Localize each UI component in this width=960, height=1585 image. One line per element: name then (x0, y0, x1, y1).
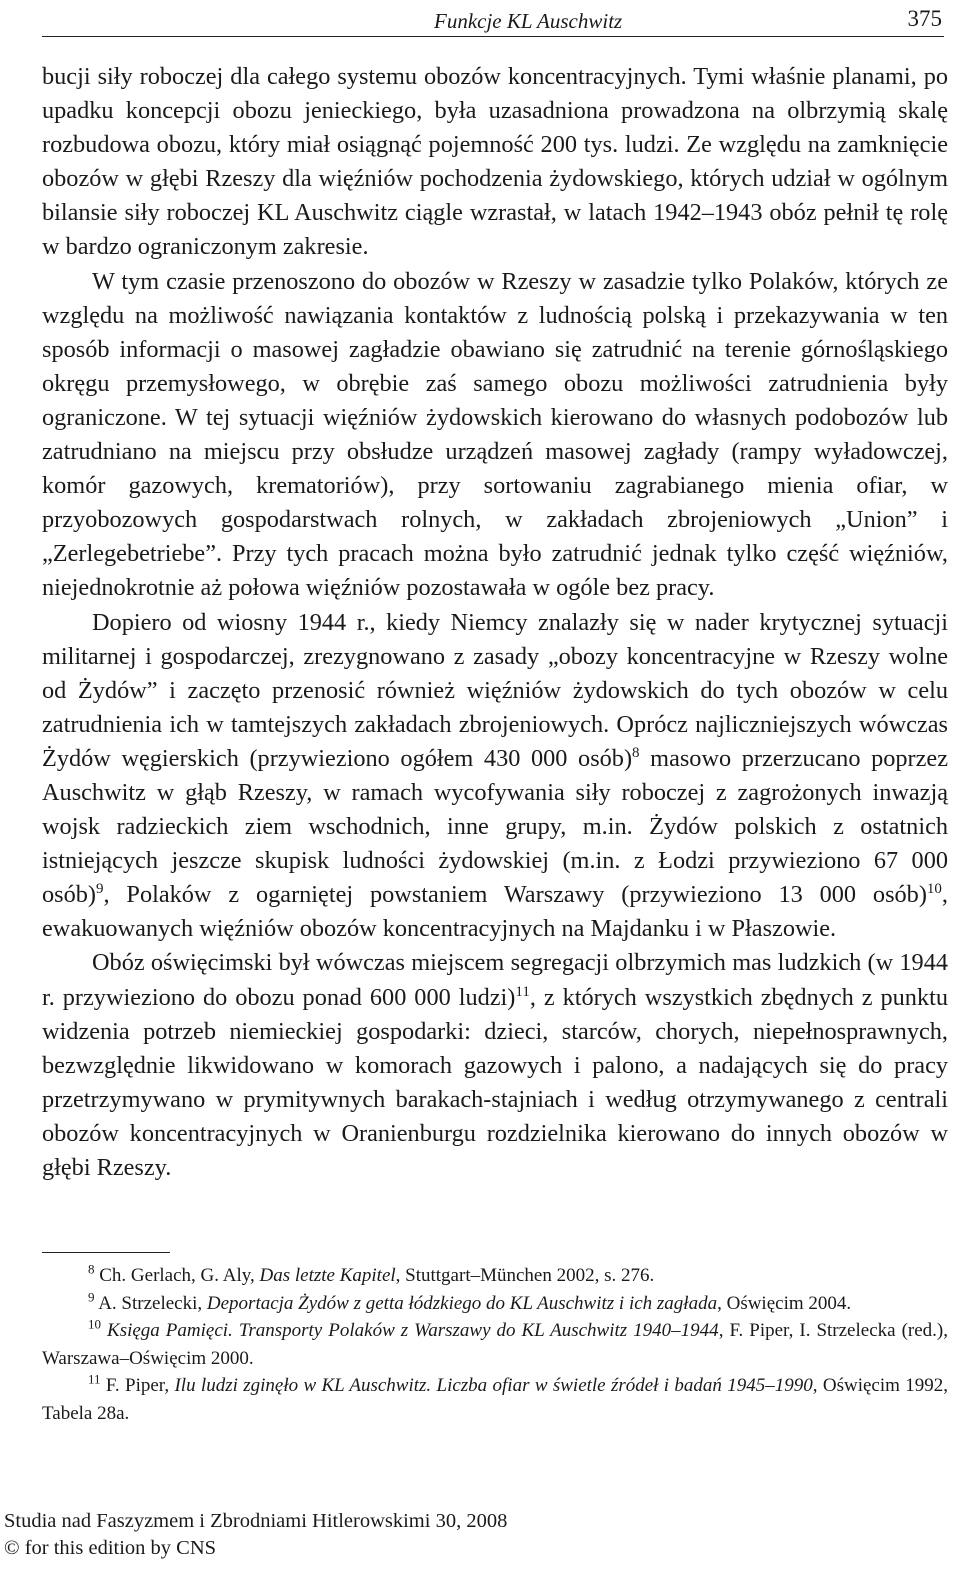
footnote-number: 8 (88, 1261, 95, 1277)
running-title: Funkcje KL Auschwitz (434, 9, 623, 33)
page-header (42, 6, 944, 37)
page-footer (4, 1508, 507, 1562)
paragraph-2: W tym czasie przenoszono do obozów w Rzeszy w zasadzie tylko Polaków, których ze względu na możliwość nawiązania kontaktów z ludnością polską i przekazywania w ten sposób informacji o masowej zagładzie obawiano się zatrudnić na terenie górnośląskiego okręgu przemysłowego, w obrębie zaś samego obozu możliwości zatrudnienia były ograniczone. W tej sytuacji więźniów żydowskich kierowano do własnych podobozów lub zatrudniano na miejscu przy obsłudze urządzeń masowej zagłady (rampy wyładowczej, komór gazowych, krematoriów), przy sortowaniu zagrabianego mienia ofiar, w przyobozowych gospodarstwach rolnych, w zakładach zbrojeniowych „Union” i „Zerlegebetriebe”. Przy tych pracach można było zatrudnić jednak tylko część więźniów, niejednokrotnie aż połowa więźniów pozostawała w ogóle bez pracy. (42, 267, 948, 602)
paragraph-4-text-b: , z których wszystkich zbędnych z punktu widzenia potrzeb niemieckiej gospodarki: dzieci, starców, chorych, niepełnosprawnych, bezwzględnie likwidowano w komorach gazowych i palono, a nadających się do pracy przetrzymywano w prymitywnych barakach-stajniach i według otrzymywanego z centrali obozów koncentracyjnych w Oranienburgu rozdzielnika kierowano do innych obozów w głębi Rzeszy. (42, 983, 948, 1181)
paragraph-4-text-a: Obóz oświęcimski był wówczas miejscem segregacji olbrzymich mas ludzkich (w 1944 r. przywieziono do obozu ponad 600 000 ludzi) (42, 949, 948, 1011)
footnote-ref-10[interactable]: 10 (926, 881, 942, 898)
footnote-ref-9[interactable]: 9 (96, 881, 104, 898)
page-number: 375 (907, 6, 942, 31)
paragraph-3-text-d: , ewakuowanych więźniów obozów koncentracyjnych na Majdanku i w Płaszowie. (42, 881, 948, 943)
paragraph-3-text-c: , Polaków z ogarniętej powstaniem Warszawy (przywieziono 13 000 osób) (103, 881, 927, 909)
paragraph-3-text-a: Dopiero od wiosny 1944 r., kiedy Niemcy znalazły się w nader krytycznej sytuacji militarnej i gospodarczej, zrezygnowano z zasady „obozy koncentracyjne w Rzeszy wolne od Żydów” i zaczęto przenosić również więźniów żydowskich do tych obozów w celu zatrudnienia ich w tamtejszych zakładach zbrojeniowych. Oprócz najliczniejszych wówczas Żydów węgierskich (przywieziono ogółem 430 000 osób) (42, 608, 948, 772)
footnote-text: , F. Piper, I. Strzelecka (red.), Warszawa–Oświęcim 2000. (42, 1320, 948, 1369)
footnote-number: 10 (88, 1316, 101, 1332)
paragraph-3-text-b: masowo przerzucano poprzez Auschwitz w głąb Rzeszy, w ramach wycofywania siły roboczej z zagrożonych inwazją wojsk radzieckich ziem wschodnich, inne grupy, m.in. Żydów polskich z ostatnich istniejących jeszcze skupisk ludności żydowskiej (m.in. z Łodzi przywieziono 67 000 osób) (42, 744, 948, 909)
footnote-text: Ch. Gerlach, G. Aly, (94, 1265, 260, 1286)
paragraph-1: bucji siły roboczej dla całego systemu obozów koncentracyjnych. Tymi właśnie planami, po upadku koncepcji obozu jenieckiego, była uzasadniona prowadzona na olbrzymią skalę rozbudowa obozu, który miał osiągnąć pojemność 200 tys. ludzi. Ze względu na zamknięcie obozów w głębi Rzeszy dla więźniów pochodzenia żydowskiego, których udział w ogólnym bilansie siły roboczej KL Auschwitz ciągle wzrastał, w latach 1942–1943 obóz pełnił tę rolę w bardzo ograniczonym zakresie. (42, 63, 948, 261)
journal-citation: Studia nad Faszyzmem i Zbrodniami Hitlerowskimi 30, 2008 (4, 1510, 508, 1532)
footnote-divider (42, 1252, 170, 1253)
footnote-text: , Oświęcim 2004. (717, 1292, 852, 1314)
footnote-11 (42, 1372, 948, 1427)
paragraph-3 (42, 606, 948, 947)
footnote-8 (42, 1262, 948, 1290)
paragraph-4 (42, 946, 948, 1185)
footnote-ref-8[interactable]: 8 (632, 744, 640, 761)
footnote-text: A. Strzelecki, (94, 1292, 207, 1314)
main-text (42, 60, 948, 1185)
footnote-title: Deportacja Żydów z getta łódzkiego do KL Auschwitz i ich zagłada (206, 1292, 718, 1314)
copyright-notice: © for this edition by CNS (4, 1537, 217, 1559)
footnote-ref-11[interactable]: 11 (515, 983, 530, 1000)
footnote-number: 9 (88, 1289, 95, 1305)
footnote-title: Ilu ludzi zginęło w KL Auschwitz. Liczba ofiar w świetle źródeł i badań 1945–1990 (174, 1375, 813, 1397)
footnote-title: Das letzte Kapitel (259, 1265, 396, 1286)
footnote-10 (42, 1317, 948, 1372)
footnote-title: Księga Pamięci. Transporty Polaków z Warszawy do KL Auschwitz 1940–1944 (107, 1320, 719, 1342)
footnote-number: 11 (88, 1372, 101, 1388)
footnote-9 (42, 1290, 948, 1318)
footnote-text: , Oświęcim 1992, Tabela 28a. (42, 1375, 949, 1424)
footnote-text: F. Piper, (100, 1375, 175, 1397)
footnote-text: , Stuttgart–München 2002, s. 276. (395, 1265, 655, 1286)
footnotes (42, 1262, 948, 1428)
